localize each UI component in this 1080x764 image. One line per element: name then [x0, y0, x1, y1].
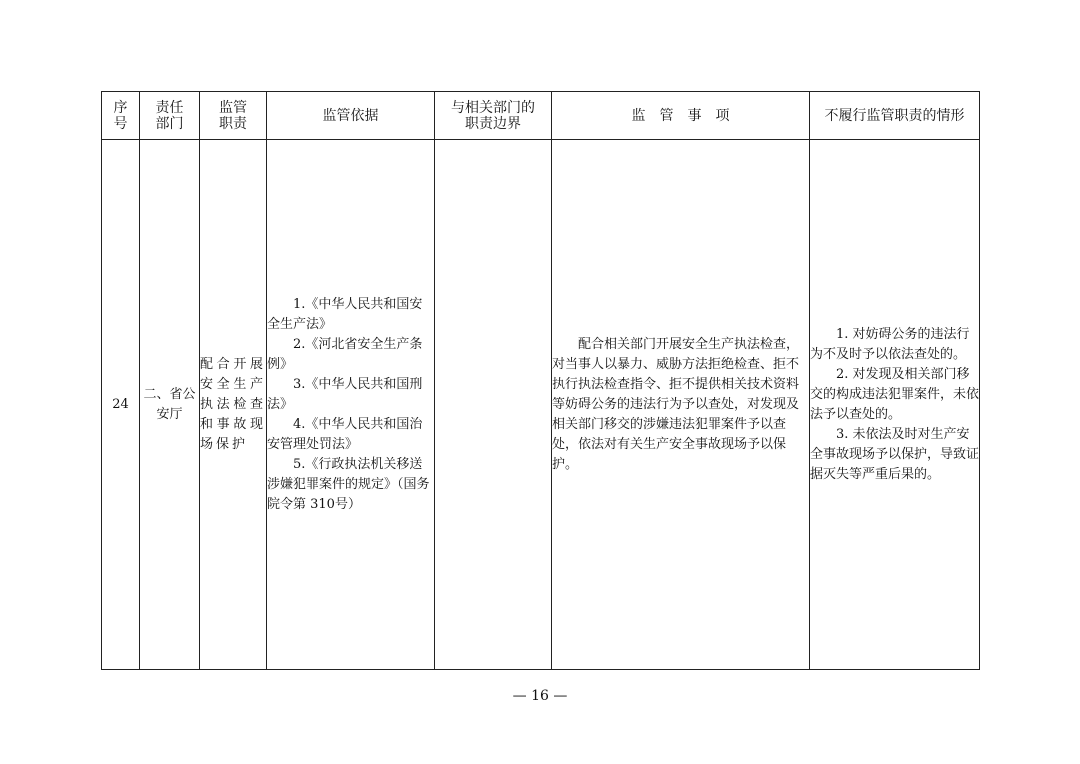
header-department: 责任 部门: [140, 92, 200, 140]
header-index: 序 号: [102, 92, 140, 140]
header-boundary: 与相关部门的 职责边界: [435, 92, 552, 140]
row-matters: [552, 140, 810, 670]
failure-item: 3. 未依法及时对生产安全事故现场予以保护，导致证据灭失等严重后果的。: [810, 426, 980, 482]
table-row: [102, 140, 980, 670]
basis-item: 2.《河北省安全生产条例》: [267, 336, 423, 372]
failure-item: 1. 对妨碍公务的违法行为不及时予以依法查处的。: [810, 326, 970, 362]
row-failures: [810, 140, 980, 670]
page-number: — 16 —: [512, 688, 568, 704]
header-matters: 监 管 事 项: [552, 92, 810, 140]
matters-text: 配合相关部门开展安全生产执法检查，对当事人以暴力、威胁方法拒绝检查、拒不执行执法检查指令、拒不提供相关技术资料等妨碍公务的违法行为予以查处，对发现及相关部门移交的涉嫌违法犯罪案件予以查处，依法对有关生产安全事故现场予以保护。: [552, 336, 800, 472]
header-failure: 不履行监管职责的情形: [810, 92, 980, 140]
basis-item: 5.《行政执法机关移送涉嫌犯罪案件的规定》（国务院令第 310号）: [267, 456, 430, 512]
basis-item: 1.《中华人民共和国安全生产法》: [267, 296, 423, 332]
basis-item: 4.《中华人民共和国治安管理处罚法》: [267, 416, 423, 452]
row-department: 二、省公安厅: [140, 140, 200, 670]
row-basis: [267, 140, 435, 670]
responsibility-table: [101, 91, 980, 670]
header-row: [102, 92, 980, 140]
failure-item: 2. 对发现及相关部门移交的构成违法犯罪案件，未依法予以查处的。: [810, 366, 980, 422]
header-basis: 监管依据: [267, 92, 435, 140]
row-duty: 配合开展安全生产执法检查和事故现场保护: [200, 140, 267, 670]
header-duty: 监管 职责: [200, 92, 267, 140]
row-index: 24: [102, 140, 140, 670]
row-boundary: [435, 140, 552, 670]
basis-item: 3.《中华人民共和国刑法》: [267, 376, 423, 412]
